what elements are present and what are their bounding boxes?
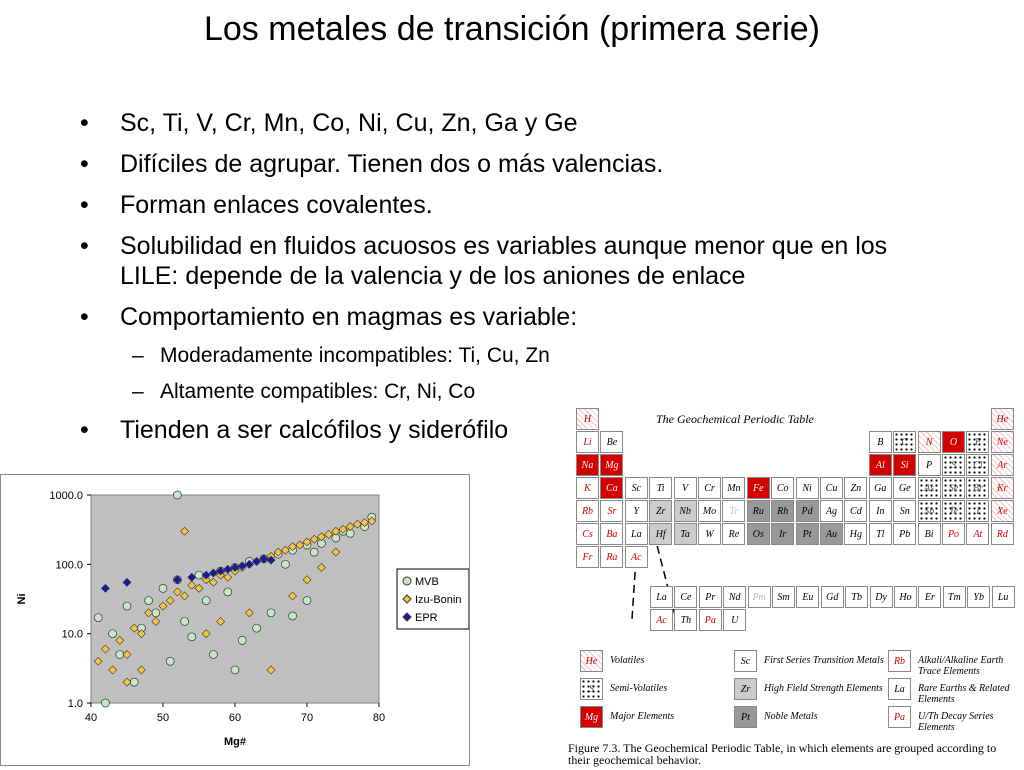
element-cell-la: La — [625, 523, 648, 545]
element-cell-pd: Pd — [796, 500, 819, 522]
data-point-mvb — [224, 588, 232, 596]
x-axis-label: Mg# — [224, 736, 246, 748]
data-point-mvb — [123, 602, 131, 610]
element-cell-te: Te — [942, 500, 965, 522]
data-point-mvb — [109, 630, 117, 638]
element-cell-y: Y — [625, 500, 648, 522]
data-point-mvb — [202, 597, 210, 605]
legend-swatch: La — [888, 678, 911, 700]
element-cell-sn: Sn — [893, 500, 916, 522]
element-cell-ag: Ag — [820, 500, 843, 522]
element-cell-cr: Cr — [698, 477, 721, 499]
element-cell-k: K — [576, 477, 599, 499]
legend-label: First Series Transition Metals — [764, 655, 884, 666]
element-cell-si: Si — [893, 454, 916, 476]
data-point-mvb — [267, 609, 275, 617]
y-tick-label: 1000.0 — [49, 490, 83, 502]
legend-swatch: Zr — [734, 678, 757, 700]
element-cell-fr: Fr — [576, 546, 599, 568]
y-tick-label: 10.0 — [61, 628, 83, 641]
element-cell-s: S — [942, 454, 965, 476]
element-cell-se: Se — [942, 477, 965, 499]
element-cell-er: Er — [918, 586, 941, 608]
element-cell-pr: Pr — [699, 586, 722, 608]
element-cell-at: At — [966, 523, 989, 545]
data-point-mvb — [188, 633, 196, 641]
element-cell-mo: Mo — [698, 500, 721, 522]
element-cell-bi: Bi — [918, 523, 941, 545]
element-cell-pb: Pb — [893, 523, 916, 545]
element-cell-sm: Sm — [772, 586, 795, 608]
data-point-mvb — [173, 491, 181, 499]
legend-swatch: Mg — [580, 706, 603, 728]
element-cell-ge: Ge — [893, 477, 916, 499]
bullet-item: • Difíciles de agrupar. Tienen dos o más valencias. — [80, 149, 940, 179]
element-cell-gd: Gd — [821, 586, 844, 608]
element-cell-ho: Ho — [894, 586, 917, 608]
legend-label: U/Th Decay Series Elements — [918, 711, 994, 733]
bullet-item: • Forman enlaces covalentes. — [80, 190, 940, 220]
element-cell-au: Au — [820, 523, 843, 545]
x-tick-label: 50 — [156, 712, 170, 724]
data-point-mvb — [94, 614, 102, 622]
element-cell-mn: Mn — [722, 477, 745, 499]
bullet-item: • Solubilidad en fluidos acuosos es variables aunque menor que en los LILE: depende de la valencia y de los aniones de enlace — [80, 231, 940, 291]
legend-marker — [403, 577, 411, 585]
element-cell-cl: Cl — [966, 454, 989, 476]
element-cell-ti: Ti — [649, 477, 672, 499]
element-cell-ac: Ac — [625, 546, 648, 568]
data-point-mvb — [303, 597, 311, 605]
element-cell-ni: Ni — [796, 477, 819, 499]
subbullet-item: – Altamente compatibles: Cr, Ni, Co — [80, 379, 940, 405]
element-cell-nd: Nd — [723, 586, 746, 608]
element-cell-u: U — [723, 609, 746, 631]
legend-swatch: Rb — [888, 650, 911, 672]
element-cell-ir: Ir — [771, 523, 794, 545]
x-tick-label: 70 — [300, 712, 314, 724]
legend-swatch: He — [580, 650, 603, 672]
element-cell-h: H — [576, 408, 599, 430]
element-cell-ce: Ce — [674, 586, 697, 608]
element-cell-ga: Ga — [869, 477, 892, 499]
element-cell-ac: Ac — [650, 609, 673, 631]
element-cell-he: He — [991, 408, 1014, 430]
legend-label: Noble Metals — [764, 711, 818, 722]
element-cell-as: As — [918, 477, 941, 499]
element-cell-yb: Yb — [967, 586, 990, 608]
data-point-mvb — [209, 651, 217, 659]
data-point-mvb — [231, 666, 239, 674]
element-cell-tm: Tm — [943, 586, 966, 608]
element-cell-pm: Pm — [748, 586, 771, 608]
element-cell-c: C — [893, 431, 916, 453]
data-point-mvb — [253, 624, 261, 632]
element-cell-rh: Rh — [771, 500, 794, 522]
element-cell-tc: Tc — [722, 500, 745, 522]
data-point-mvb — [289, 612, 297, 620]
element-cell-cd: Cd — [844, 500, 867, 522]
element-cell-ca: Ca — [600, 477, 623, 499]
element-cell-n: N — [918, 431, 941, 453]
element-cell-nb: Nb — [674, 500, 697, 522]
data-point-mvb — [166, 657, 174, 665]
element-cell-hg: Hg — [844, 523, 867, 545]
legend-swatch: Pa — [888, 706, 911, 728]
figure-caption: Figure 7.3. The Geochemical Periodic Table, in which elements are grouped according to their geochemical behavior. — [568, 741, 997, 767]
data-point-mvb — [101, 699, 109, 707]
data-point-mvb — [181, 617, 189, 625]
element-cell-b: B — [869, 431, 892, 453]
element-cell-na: Na — [576, 454, 599, 476]
element-cell-pa: Pa — [699, 609, 722, 631]
element-cell-ar: Ar — [991, 454, 1014, 476]
element-cell-la: La — [650, 586, 673, 608]
element-cell-kr: Kr — [991, 477, 1014, 499]
legend-swatch: Sc — [734, 650, 757, 672]
element-cell-fe: Fe — [747, 477, 770, 499]
subbullet-item: – Moderadamente incompatibles: Ti, Cu, Zn — [80, 343, 940, 369]
element-cell-ra: Ra — [600, 546, 623, 568]
element-cell-sb: Sb — [918, 500, 941, 522]
data-point-mvb — [281, 560, 289, 568]
element-cell-al: Al — [869, 454, 892, 476]
element-cell-ta: Ta — [674, 523, 697, 545]
legend-swatch: S — [580, 678, 603, 700]
legend-swatch: Pt — [734, 706, 757, 728]
data-point-mvb — [145, 597, 153, 605]
x-tick-label: 80 — [372, 712, 386, 724]
element-cell-br: Br — [966, 477, 989, 499]
y-axis-label: Ni — [16, 593, 28, 605]
element-cell-lu: Lu — [992, 586, 1015, 608]
element-cell-sc: Sc — [625, 477, 648, 499]
element-cell-cu: Cu — [820, 477, 843, 499]
data-point-mvb — [238, 636, 246, 644]
element-cell-tb: Tb — [845, 586, 868, 608]
legend-label: Alkali/Alkaline Earth Trace Elements — [918, 655, 1004, 677]
legend-label: Izu-Bonin — [415, 594, 462, 606]
element-cell-co: Co — [771, 477, 794, 499]
element-cell-rd: Rd — [991, 523, 1014, 545]
chart-svg — [1, 475, 469, 765]
element-cell-eu: Eu — [796, 586, 819, 608]
element-cell-zn: Zn — [844, 477, 867, 499]
element-cell-pt: Pt — [796, 523, 819, 545]
element-cell-v: V — [674, 477, 697, 499]
element-cell-th: Th — [674, 609, 697, 631]
data-point-mvb — [159, 584, 167, 592]
element-cell-li: Li — [576, 431, 599, 453]
ni-mg-scatter-chart — [0, 474, 470, 766]
legend-label: Volatiles — [610, 655, 645, 666]
y-tick-label: 1.0 — [67, 698, 83, 710]
element-cell-dy: Dy — [870, 586, 893, 608]
element-cell-po: Po — [942, 523, 965, 545]
element-cell-os: Os — [747, 523, 770, 545]
element-cell-rb: Rb — [576, 500, 599, 522]
element-cell-ne: Ne — [991, 431, 1014, 453]
data-point-mvb — [310, 548, 318, 556]
element-cell-w: W — [698, 523, 721, 545]
element-cell-o: O — [942, 431, 965, 453]
element-cell-re: Re — [722, 523, 745, 545]
legend-label: Semi-Volatiles — [610, 683, 668, 694]
legend-label: Major Elements — [610, 711, 675, 722]
geochemical-periodic-table — [568, 400, 1024, 768]
y-tick-label: 100.0 — [55, 559, 83, 572]
legend-label: MVB — [415, 576, 439, 588]
element-cell-sr: Sr — [600, 500, 623, 522]
element-cell-f: F — [966, 431, 989, 453]
element-cell-ru: Ru — [747, 500, 770, 522]
legend-label: Rare Earths & Related Elements — [918, 683, 1010, 705]
x-tick-label: 60 — [228, 712, 242, 724]
element-cell-i: I — [966, 500, 989, 522]
bullet-item: • Comportamiento en magmas es variable: — [80, 302, 940, 332]
periodic-table-title: The Geochemical Periodic Table — [656, 412, 814, 426]
element-cell-ba: Ba — [600, 523, 623, 545]
bullet-item: • Tienden a ser calcófilos y siderófilo — [80, 415, 940, 445]
legend-label: EPR — [415, 612, 438, 624]
element-cell-hf: Hf — [649, 523, 672, 545]
element-cell-tl: Tl — [869, 523, 892, 545]
slide-title: Los metales de transición (primera serie) — [203, 10, 821, 48]
element-cell-p: P — [918, 454, 941, 476]
element-cell-xe: Xe — [991, 500, 1014, 522]
legend-label: High Field Strength Elements — [764, 683, 883, 694]
element-cell-mg: Mg — [600, 454, 623, 476]
bullet-item: • Sc, Ti, V, Cr, Mn, Co, Ni, Cu, Zn, Ga y Ge — [80, 108, 940, 138]
element-cell-be: Be — [600, 431, 623, 453]
element-cell-in: In — [869, 500, 892, 522]
element-cell-cs: Cs — [576, 523, 599, 545]
element-cell-zr: Zr — [649, 500, 672, 522]
x-tick-label: 40 — [84, 712, 98, 724]
